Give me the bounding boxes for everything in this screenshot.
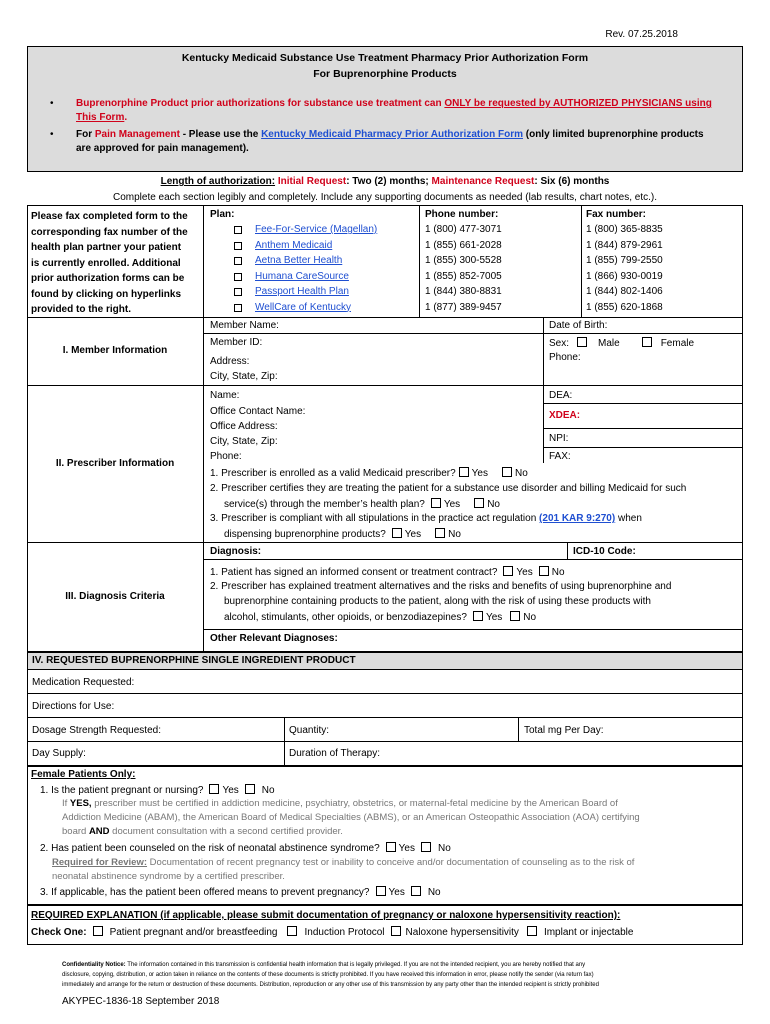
bullet-2-rest: (only limited buprenorphine products [522,129,704,140]
divider [203,629,743,630]
nas-no-checkbox[interactable] [421,842,431,852]
this-form-link[interactable]: This Form [76,112,125,123]
form-title: Kentucky Medicaid Substance Use Treatment Pharmacy Prior Authorization Form [181,52,589,64]
divider [543,428,743,429]
other-diagnoses-label: Other Relevant Diagnoses: [210,633,338,644]
prescriber-city-label: City, State, Zip: [210,436,278,447]
yes-label: Yes [404,529,422,540]
form-subtitle: For Buprenorphine Products [313,68,457,80]
female-header: Female Patients Only: [31,769,136,780]
plan-fax: 1 (800) 365-8835 [586,224,663,235]
confidentiality-text: The information contained in this transmission is confidential health information that is legally privileged. If you are not the intended recipient, you are hereby notified that any [125,962,586,968]
divider [203,333,743,334]
fax-note-line: corresponding fax number of the [31,226,188,238]
bullet-1-cont [76,112,127,124]
male-checkbox[interactable] [577,337,587,347]
female-q2-text: 2. Has patient been counseled on the risk of neonatal abstinence syndrome? [40,843,380,854]
induction-protocol-checkbox[interactable] [287,926,297,936]
yes-label: Yes [388,887,405,898]
prescriber-name-label: Name: [210,390,240,401]
plan-link[interactable]: Passport Health Plan [255,286,349,297]
female-q2 [40,842,451,855]
note-and: AND [88,826,110,837]
prescriber-q3 [210,513,642,525]
plan-fax: 1 (855) 620-1868 [586,301,663,313]
member-phone-label: Phone: [549,352,581,363]
prevent-no-checkbox[interactable] [411,886,421,896]
female-q2-note [52,857,634,869]
nas-yes-checkbox[interactable] [386,842,396,852]
office-contact-label: Office Contact Name: [210,406,306,417]
divider [27,693,743,694]
bullet-1-period: . [124,112,128,123]
prescriber-q2: 2. Prescriber certifies they are treating the patient for a substance use disorder and billing Medicaid for such [210,483,687,494]
diagnosis-q2-cont2 [224,611,536,624]
day-supply-label: Day Supply: [32,748,86,759]
duration-label: Duration of Therapy: [289,748,380,759]
note-board: board [62,826,89,837]
diagnosis-q2-text: alcohol, stimulants, other opioids, or benzodiazepines? [224,612,467,623]
note-text: document consultation with a second certified provider. [109,826,343,837]
plan-checkbox[interactable] [234,242,242,250]
q1-no-checkbox[interactable] [502,467,512,477]
divider [27,669,743,670]
naloxone-checkbox[interactable] [391,926,401,936]
bullet-2-line2: are approved for pain management). [76,143,249,154]
yes-label: Yes [485,612,503,623]
maintenance-request-label: Maintenance Request [431,176,535,187]
plan-fax: 1 (844) 879-2961 [586,239,663,251]
instructions: Complete each section legibly and completely. Include any supporting documents as needed (lab results, chart notes, etc.). [112,192,657,203]
female-q2-note2: neonatal abstinence syndrome by a certified prescriber. [52,871,285,882]
fax-note-line: is currently enrolled. Additional [31,257,181,269]
confidentiality-line3: immediately and arrange for the return or destruction of these documents. Distribution, reproduction or any other use of this transmission by any party other than the intended recipient is strictly prohibited [62,982,599,988]
pain-management-label: Pain Management [94,129,180,140]
confidentiality-label: Confidentiality Notice: [62,962,126,968]
xdea-label: XDEA: [549,410,581,421]
dx-q2-yes-checkbox[interactable] [473,611,483,621]
plan-link[interactable]: Humana CareSource [255,270,349,282]
bullet-dot: • [50,129,54,140]
option-label: Patient pregnant and/or breastfeeding [109,927,278,938]
divider [543,317,544,333]
yes-label: Yes [516,567,533,578]
plan-divider [581,205,582,317]
q1-yes-checkbox[interactable] [459,467,469,477]
female-q1-note3 [62,826,343,838]
plan-phone: 1 (800) 477-3071 [425,224,502,235]
initial-request-label: Initial Request [277,176,347,187]
plan-phone: 1 (877) 389-9457 [425,301,502,313]
diagnosis-q1 [210,566,565,579]
member-id-label: Member ID: [210,337,263,348]
dob-label: Date of Birth: [549,320,608,331]
plan-phone: 1 (855) 852-7005 [425,270,502,282]
sex-field [549,337,694,350]
check-one-row [31,926,633,939]
total-mg-label: Total mg Per Day: [524,725,604,736]
maintenance-request-value: : Six (6) months [534,176,610,187]
prescriber-q2-text: service(s) through the member’s health plan? [224,499,425,510]
fax-note-line: Please fax completed form to the [31,211,188,222]
bullet-1-text: Buprenorphine Product prior authorizations for substance use treatment can [76,98,445,109]
diagnosis-q1-text: 1. Patient has signed an informed consent or treatment contract? [210,567,498,578]
length-label: Length of authorization: [160,176,276,187]
plan-link[interactable]: Aetna Better Health [255,255,343,266]
kar-regulation-link[interactable]: (201 KAR 9:270) [539,513,616,524]
column-divider [203,205,204,652]
revision-date: Rev. 07.25.2018 [605,29,678,40]
note-yes: YES, [69,798,92,809]
prescriber-section-title: II. Prescriber Information [55,458,175,469]
sex-label: Sex: [549,338,570,349]
female-checkbox[interactable] [642,337,652,347]
pregnant-yes-checkbox[interactable] [209,784,219,794]
prescriber-q3-text: 3. Prescriber is compliant with all stipulations in the practice act regulation [210,513,540,524]
divider [203,317,743,318]
diagnosis-q2-cont: buprenorphine containing products to the patient, along with the risk of using these products with [224,596,651,607]
prescriber-phone-label: Phone: [210,451,242,462]
no-label: No [448,529,461,540]
pregnant-breastfeeding-checkbox[interactable] [93,926,103,936]
female-q1-note [62,798,618,810]
dx-q1-yes-checkbox[interactable] [503,566,513,576]
yes-label: Yes [398,843,415,854]
plan-fax: 1 (866) 930-0019 [586,270,663,282]
note-if: If [62,798,70,809]
city-state-zip-label: City, State, Zip: [210,371,278,382]
no-label: No [523,612,537,623]
diagnosis-q2: 2. Prescriber has explained treatment alternatives and the risks and benefits of using buprenorphine and [210,581,672,592]
divider [567,542,568,559]
plan-link[interactable]: Anthem Medicaid [255,239,333,251]
plan-checkbox[interactable] [234,288,242,296]
prescriber-q2-cont [224,498,500,511]
phone-header: Phone number: [425,209,499,220]
diagnosis-section-title: III. Diagnosis Criteria [65,591,165,602]
medication-requested-label: Medication Requested: [32,677,135,688]
prevent-yes-checkbox[interactable] [376,886,386,896]
member-name-label: Member Name: [210,320,279,331]
plan-link[interactable]: Fee-For-Service (Magellan) [255,224,378,235]
yes-label: Yes [443,499,461,510]
pregnant-no-checkbox[interactable] [245,784,255,794]
option-label: Implant or injectable [543,927,634,938]
female-q1 [40,784,275,797]
divider [543,447,743,448]
plan-checkbox[interactable] [234,304,242,312]
prescriber-q3-cont [224,528,461,541]
plan-fax: 1 (844) 802-1406 [586,286,663,297]
note-text: prescriber must be certified in addiction medicine, psychiatry, obstetrics, or maternal-fetal medicine by the American Board of [91,798,618,809]
directions-label: Directions for Use: [32,701,115,712]
bullet-2-for: For [76,129,95,140]
divider [518,717,519,741]
plan-fax: 1 (855) 799-2550 [586,255,663,266]
plan-phone: 1 (855) 661-2028 [425,239,502,251]
initial-request-value: : Two (2) months; [346,176,432,187]
divider [543,403,743,404]
bullet-1-emphasis: ONLY be requested by AUTHORIZED PHYSICIANS using [444,98,712,109]
prescriber-q1-text: 1. Prescriber is enrolled as a valid Medicaid prescriber? [210,468,456,479]
q2-no-checkbox[interactable] [474,498,484,508]
q2-yes-checkbox[interactable] [431,498,441,508]
bullet-1 [76,98,712,110]
quantity-label: Quantity: [289,725,330,736]
bullet-dot: • [50,98,54,109]
plan-checkbox[interactable] [234,273,242,281]
plan-checkbox[interactable] [234,257,242,265]
product-header: IV. REQUESTED BUPRENORPHINE SINGLE INGREDIENT PRODUCT [32,655,356,666]
option-label: Induction Protocol [304,927,385,938]
icd10-label: ICD-10 Code: [573,546,636,557]
diagnosis-label: Diagnosis: [210,546,262,557]
prescriber-q3-when: when [615,513,642,524]
female-label: Female [660,338,695,349]
length-of-authorization [27,176,743,188]
confidentiality-line1 [62,961,585,969]
member-section-title: I. Member Information [62,345,168,356]
fax-note-line: found by clicking on hyperlinks [31,288,182,300]
no-label: No [551,567,565,578]
note-text: Documentation of recent pregnancy test or inability to conceive and/or documentation of counseling as to the risk of [147,857,635,868]
implant-checkbox[interactable] [527,926,537,936]
prescriber-q1 [210,467,528,480]
office-address-label: Office Address: [210,421,278,432]
check-one-label: Check One: [31,927,87,938]
q3-yes-checkbox[interactable] [392,528,402,538]
required-header: REQUIRED EXPLANATION (if applicable, please submit documentation of pregnancy or naloxone hypersensitivity reaction): [31,910,621,921]
dx-q1-no-checkbox[interactable] [539,566,549,576]
q3-no-checkbox[interactable] [435,528,445,538]
no-label: No [261,785,275,796]
divider [27,542,743,543]
dosage-strength-label: Dosage Strength Requested: [32,725,161,736]
plan-checkbox[interactable] [234,226,242,234]
npi-label: NPI: [549,433,569,444]
fax-note-line: provided to the right. [31,304,131,315]
yes-label: Yes [471,468,488,479]
no-label: No [515,468,528,479]
divider [543,333,544,385]
form-code: AKYPEC-1836-18 September 2018 [62,996,220,1007]
female-q3-text: 3. If applicable, has the patient been offered means to prevent pregnancy? [40,887,370,898]
no-label: No [487,499,500,510]
confidentiality-line2: disclosure, copying, distribution, or action taken in reliance on the contents of these documents is strictly prohibited. If you have received this information in error, please notify the sender (via return fax) [62,972,594,978]
plan-divider [419,205,420,317]
fax-note-line: health plan partner your patient [31,242,182,253]
yes-label: Yes [222,785,239,796]
female-q1-text: 1. Is the patient pregnant or nursing? [40,785,204,796]
female-q3 [40,886,441,899]
female-q1-note2: Addiction Medicine (ABAM), the American Board of Medical Specialties (ABMS), or an American Osteopathic Association (AOA) certifying [62,812,640,823]
plan-phone: 1 (855) 300-5528 [425,255,502,266]
male-label: Male [598,338,620,349]
no-label: No [427,887,441,898]
divider [27,385,743,386]
prescriber-q3-text2: dispensing buprenorphine products? [224,529,386,540]
fax-instructions [31,209,201,318]
address-label: Address: [210,356,250,367]
required-for-review: Required for Review: [52,857,148,868]
divider [27,741,743,742]
bullet-2-text: - Please use the [179,129,262,140]
bullet-2 [76,129,704,141]
divider [203,559,743,560]
plan-header: Plan: [210,209,235,220]
no-label: No [438,843,451,854]
fax-label: FAX: [549,451,571,462]
plan-link[interactable]: WellCare of Kentucky [255,301,351,313]
dx-q2-no-checkbox[interactable] [510,611,520,621]
option-label: Naloxone hypersensitivity [405,927,519,938]
plan-phone: 1 (844) 380-8831 [425,286,502,297]
fax-header: Fax number: [586,209,647,220]
dea-label: DEA: [549,390,573,401]
fax-note-line: prior authorization forms can be [31,273,185,284]
divider [27,717,743,718]
pharmacy-pa-form-link[interactable]: Kentucky Medicaid Pharmacy Prior Authorization Form [261,129,523,140]
divider [27,317,203,318]
divider [543,385,544,463]
